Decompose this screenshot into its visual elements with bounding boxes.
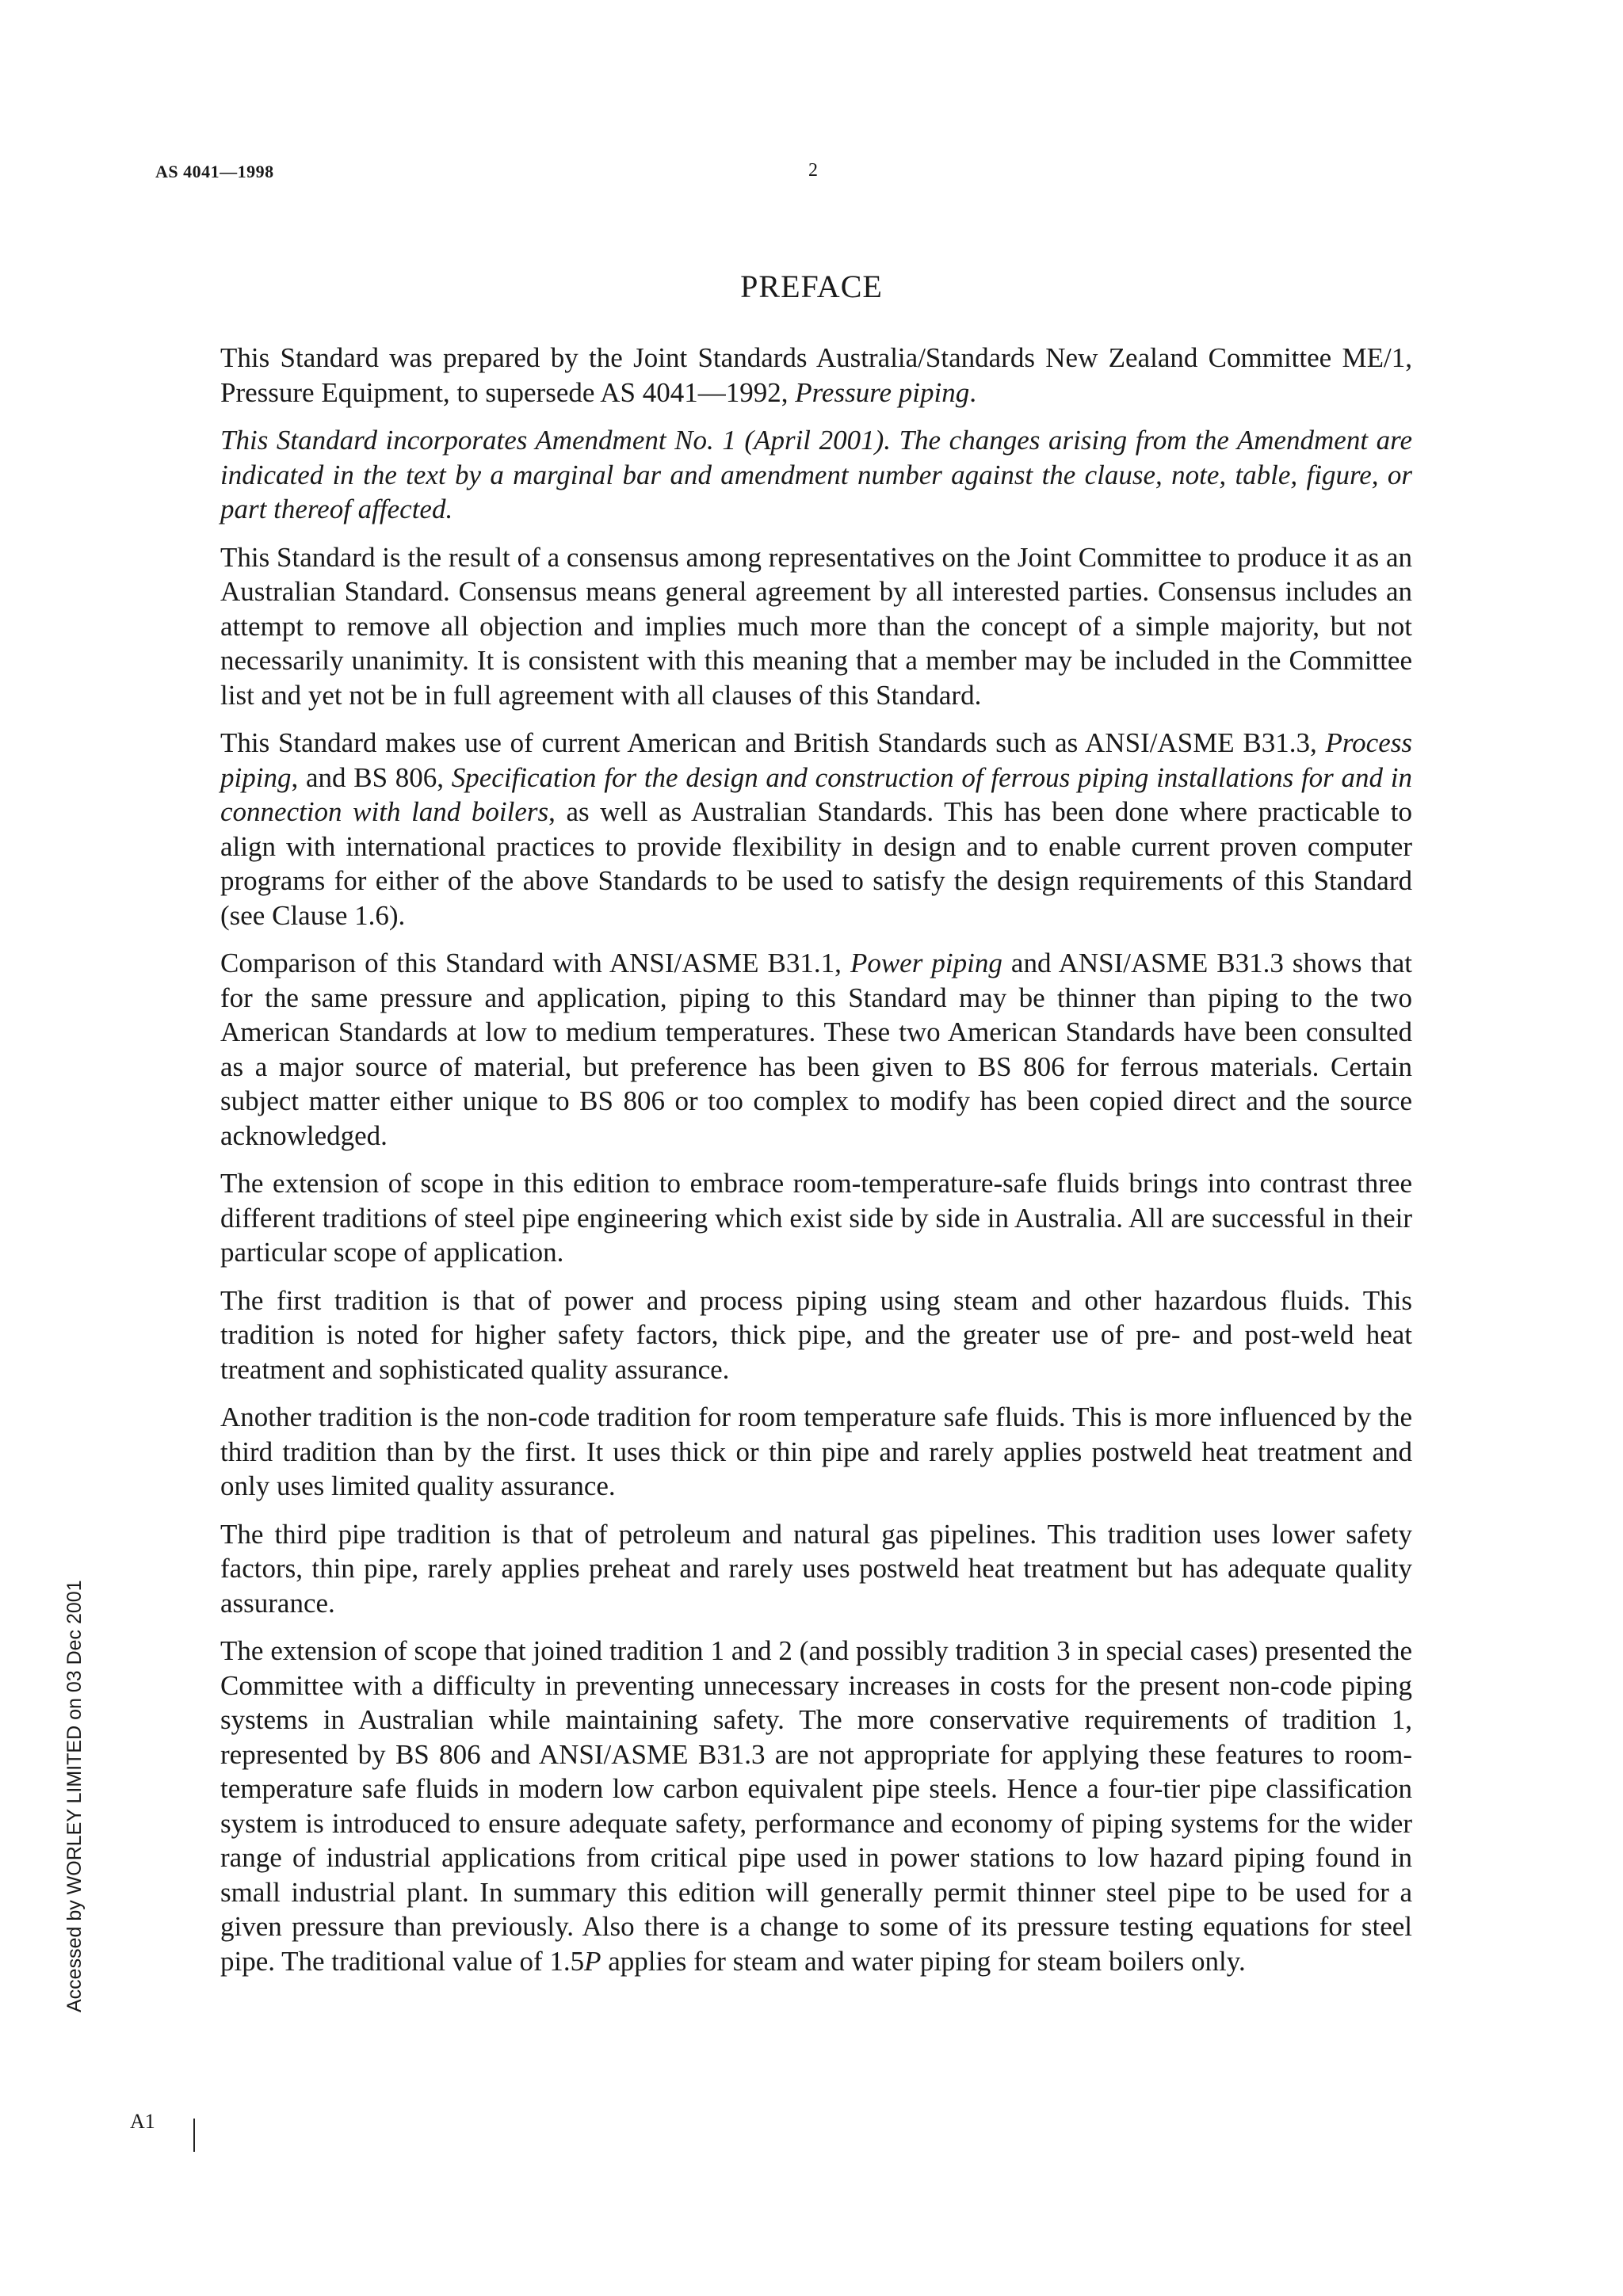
paragraph-third-tradition: The third pipe tradition is that of petroleum and natural gas pipelines. This tradition uses lower safety factors, thin pipe, rarely applies preheat and rarely uses postweld heat treatment but has adequate quality assurance. — [220, 1518, 1412, 1619]
paragraph-1 — [220, 341, 1412, 410]
paragraph-standards-text-b: , and BS 806, — [291, 761, 452, 793]
access-watermark: Accessed by WORLEY LIMITED on 03 Dec 2001 — [63, 1580, 86, 2012]
paragraph-four-tier-last-b: applies for steam and water piping for steam boilers only. — [601, 1945, 1246, 1977]
paragraph-four-tier-text: The extension of scope that joined tradition 1 and 2 (and possibly tradition 3 in special cases) presented the Committee with a difficulty in preventing unnecessary increases in costs for the present non-code piping systems in Australian while maintaining safety. The more conservative requirements of tradition 1, represented by BS 806 and ANSI/ASME B31.3 are not appropriate for applying these features to room-temperature safe fluids in modern low carbon equivalent pipe steels. Hence a four-tier pipe classification system is introduced to ensure adequate safety, performance and economy of piping systems for the wider range of industrial applications from critical pipe used in power stations to low hazard piping found in small industrial plant. In summary this edition will generally permit thinner steel pipe to be used for a given pressure than previously. Also there is a change to some of its pressure testing equations for steel pipe. — [220, 1635, 1412, 1977]
paragraph-four-tier — [220, 1634, 1412, 1978]
amendment-number: A1 — [130, 2110, 155, 2133]
paragraph-first-tradition: The first tradition is that of power and process piping using steam and other hazardous fluids. This tradition is noted for higher safety factors, thick pipe, and the greater use of pre- and post-weld heat treatment and sophisticated quality assurance. — [220, 1284, 1412, 1385]
paragraph-four-tier-last-italic: P — [584, 1945, 601, 1977]
paragraph-standards-text-c: , as well as Australian Standards. This has been done where practicable to align with international practices to provide flexibility in design and to enable current proven computer programs for either of the above Standards to be used to satisfy the design requirements of this Standard (see Clause 1.6). — [220, 796, 1412, 931]
paragraph-amendment-note: This Standard incorporates Amendment No. 1 (April 2001). The changes arising from the Amendment are indicated in the text by a marginal bar and amendment number against the clause, note, table, figure, or part thereof affected. — [220, 425, 1412, 524]
page-title: PREFACE — [740, 269, 883, 304]
preface-body — [220, 341, 1412, 1992]
paragraph-comparison-italic: Power piping — [850, 948, 1002, 978]
paragraph-four-tier-last-a: The traditional value of 1.5 — [281, 1945, 585, 1977]
paragraph-standards-text-a: This Standard makes use of current American and British Standards such as ANSI/ASME B31.3, — [220, 727, 1326, 758]
paragraph-comparison-text-b: and ANSI/ASME B31.3 shows that for the same pressure and application, piping to this Standard may be thinner than piping to the two American Standards at low to medium temperatures. These two American Standards have been consulted as a major source of material, but preference has been given to BS 806 for ferrous materials. Certain subject matter either unique to BS 806 or too complex to modify has been copied direct and the source acknowledged. — [220, 948, 1412, 1151]
paragraph-standards-italic-2: Specification for the design and construction of ferrous piping installations for and in connection with land boilers — [220, 761, 1412, 827]
paragraph-another-tradition: Another tradition is the non-code tradition for room temperature safe fluids. This is more influenced by the third tradition than by the first. It uses thick or thin pipe and rarely applies postweld heat treatment and only uses limited quality assurance. — [220, 1402, 1412, 1501]
paragraph-extension-scope: The extension of scope in this edition to embrace room-temperature-safe fluids brings into contrast three different traditions of steel pipe engineering which exist side by side in Australia. All are successful in their particular scope of application. — [220, 1168, 1412, 1268]
paragraph-standards-italic-1: Process piping — [220, 727, 1412, 793]
paragraph-comparison — [220, 946, 1412, 1153]
amendment-marginal-bar — [193, 2119, 195, 2152]
paragraph-comparison-text-a: Comparison of this Standard with ANSI/ASME B31.1, — [220, 948, 850, 978]
paragraph-1-text: This Standard was prepared by the Joint Standards Australia/Standards New Zealand Committee ME/1, Pressure Equipment, to supersede AS 4041—1992, — [220, 342, 1412, 408]
paragraph-1-end: . — [969, 376, 977, 408]
paragraph-standards-used — [220, 726, 1412, 933]
paragraph-1-title-italic: Pressure piping — [795, 376, 970, 408]
page-number: 2 — [808, 160, 818, 181]
paragraph-consensus: This Standard is the result of a consensus among representatives on the Joint Committee to produce it as an Australian Standard. Consensus means general agreement by all interested parties. Consensus includes an attempt to remove all objection and implies much more than the concept of a simple majority, but not necessarily unanimity. It is consistent with this meaning that a member may be included in the Committee list and yet not be in full agreement with all clauses of this Standard. — [220, 541, 1412, 711]
standard-code: AS 4041—1998 — [155, 162, 274, 181]
